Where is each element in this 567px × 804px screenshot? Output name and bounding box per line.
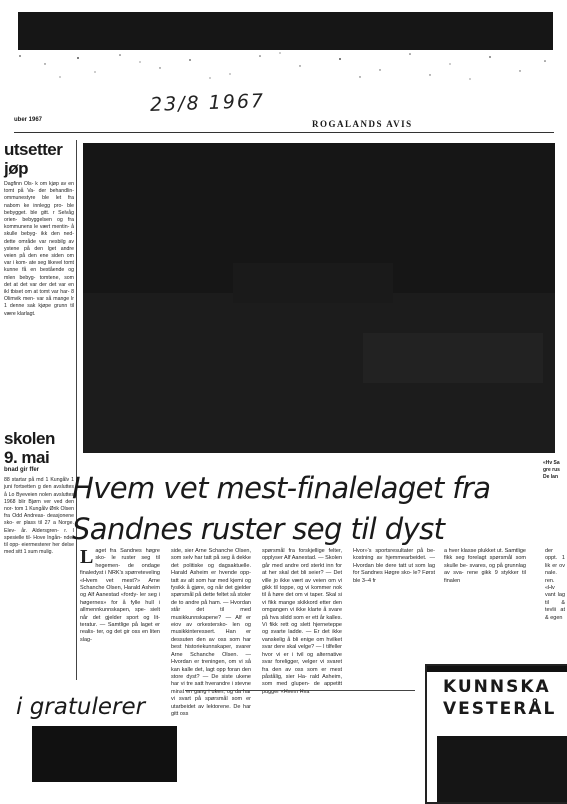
left-heading-2b: 9. mai xyxy=(4,448,50,467)
left-article-text-1: Dagfinn Ols- k om kjøp av en tomt på Va- der behandlin- ommunestyre ble let fra nabom ke innlegg pro- ble bebygget. ble gitt. r Selvåg orien- bebyggelsen og fra kommunens le vært mentin- å skulle bebyg- ikk den ned- dette område var nesbilg av ystene på den lget andre veien på den ene siden om var i kom- ate seg likevel tomt kunne få en bestående og mlen bebyg- tomtene, som det at det var der det var en ikl tbiset om at tomt var har- 8 Olimvik men- var så mange lr 1 denne sak kjøpe grunn til være klarlagt. xyxy=(4,181,74,317)
dropcap: L xyxy=(80,546,94,568)
left-article-text-2: 88 startar på md 1 Kungålv 1 juni fortsetten g den avsluttes å Lo Byeveien nolen avsluttes 1968 blir Bjørn ver ved den nor- tom 1 Kungålv Ørik Olsen fra Odd Andreas- deasjonene sko- er plass til 27 a Norge. Elev- år. Aldersgren- r. I spesielle til- Hove Ingån- nder til opp- eiermesterer her delse med sitt 1 sum mulig. xyxy=(4,477,74,556)
ad-line-1: KUNNSKA xyxy=(443,677,551,697)
scan-noise xyxy=(0,50,565,82)
bottom-middle-area xyxy=(185,690,415,801)
article-photo xyxy=(83,143,555,453)
top-black-band xyxy=(18,12,553,50)
article-column-4b xyxy=(444,548,526,670)
ad-text xyxy=(443,676,556,720)
left-heading-1: utsetter xyxy=(4,140,63,159)
ad-line-2: VESTERÅL xyxy=(443,699,557,719)
headline-line-2: Sandnes ruster seg til dyst xyxy=(72,512,445,546)
article-column-1 xyxy=(80,548,160,670)
congrats-dark-block xyxy=(32,726,177,782)
ad-top-bar xyxy=(427,666,567,672)
left-column xyxy=(4,140,74,680)
advertisement-box xyxy=(425,664,567,804)
article-column-2 xyxy=(171,548,251,717)
article-col3-text: spørsmål fra forskjellige felter, opplyser Alf Aanestad. — Skolen går med andre ord sterkt inn for at her skal det bli seier? — Det ville jo ikke vært av veien om vi gikk til toppe, og vi kommer nok til å høre det om vi taper. Skal si vi fikk mange skikkord etter den omgangen vi ikke klarte å svare på hva slidd som er ett år kalles. Vi fikk rett og slett hjerneteppe og svarte ladde. — Er det ikke vanskelig å bli enige om hvilket svar dere skal velge? — I tilfeller hvor vi er i tvil og alternative svar foreligger, velger vi svaret fra den av oss som er mest påstålig, sier Ha- rald Asheim, som med glupen- de appetitt pugger «Hvem Hva xyxy=(262,548,342,695)
masthead-rule xyxy=(14,132,554,133)
article-column-4 xyxy=(353,548,435,670)
article-column-5 xyxy=(545,548,565,670)
left-subhead-2: bnad gir ffer xyxy=(4,467,40,473)
article-col4b-text: a hver klasse plukket ut. Samtlige fikk seg forelagt spørsmål som skulle be- svares, og på grunnlag av sva- rene gikk 9 stykker til finalen xyxy=(444,548,526,584)
congrats-title: i gratulerer xyxy=(16,694,146,720)
left-heading-1b: jøp xyxy=(4,159,28,178)
photo-texture xyxy=(83,143,555,453)
article-headline xyxy=(72,468,562,550)
headline-line-1: Hvem vet mest-finalelaget fra xyxy=(72,471,491,505)
issue-date: uber 1967 xyxy=(14,117,43,123)
right-edge-fragment: «Hv Sa gre rus De lan xyxy=(543,460,560,480)
handwritten-date: 23/8 1967 xyxy=(149,89,266,117)
column-divider xyxy=(76,140,77,680)
article-col4-text: Hvor»'s sportsresultater på be- kostning av hjemmearbeidet. — Hvordan ble dere tatt ut som lag for Sandnes Høgre sko- le? Først ble 3–4 fr xyxy=(353,548,435,584)
congrats-box xyxy=(12,682,177,800)
left-heading-2: skolen xyxy=(4,429,55,448)
ad-dark-block xyxy=(437,736,567,802)
newspaper-name: ROGALANDS AVIS xyxy=(312,119,413,129)
article-column-3 xyxy=(262,548,342,695)
article-col1-text: aget fra Sandnes høgre sko- le ruster seg til hegemen- de ondage finaledyst i NRK's spørreteveling «Hvem vet mest?» Arne Schanche Olsen, Harald Asheim og Alf Aanestad «fordy- ler seg i høgernes» for å fylle hull i allmennkunnskapen, spe- sielt når det gjelder sport og lit- teratur. — Samtlige på laget er realis- ter, og det gir oss en liten slag- xyxy=(80,548,160,643)
article-col5-text: der oppt. 1 lik er ov nale. ren. «Hv vant lag til & tevlii at & egen xyxy=(545,548,565,621)
article-col2-text: side, sier Arne Schanche Olsen, som selv har tatt på seg å dekke det politiske og dagsaktuelle. Harald Asheim er hvende opp- tatt av alt som har med kjemi og fysikk å gjøre, og når det gjelder spørsmål på dette feltet så stoler de to andre på ham. — Hvordan står det til med musikkunnskapene? — Alf er eiov av orkestersko- len og musikkinteressert. Han er dessuten den av oss som har best historiekunnskaper, svarer Arne Schanche Olsen. — Hvordan er treningen, om vi så kan kalle det, lagt opp foran den store dyst? — De siste ukene har vi tre satt hverandre i stevne minst en gang i uken, og da har vi svart på spørsmål som er utarbeidet av lektorene. De har gitt oss xyxy=(171,548,251,717)
